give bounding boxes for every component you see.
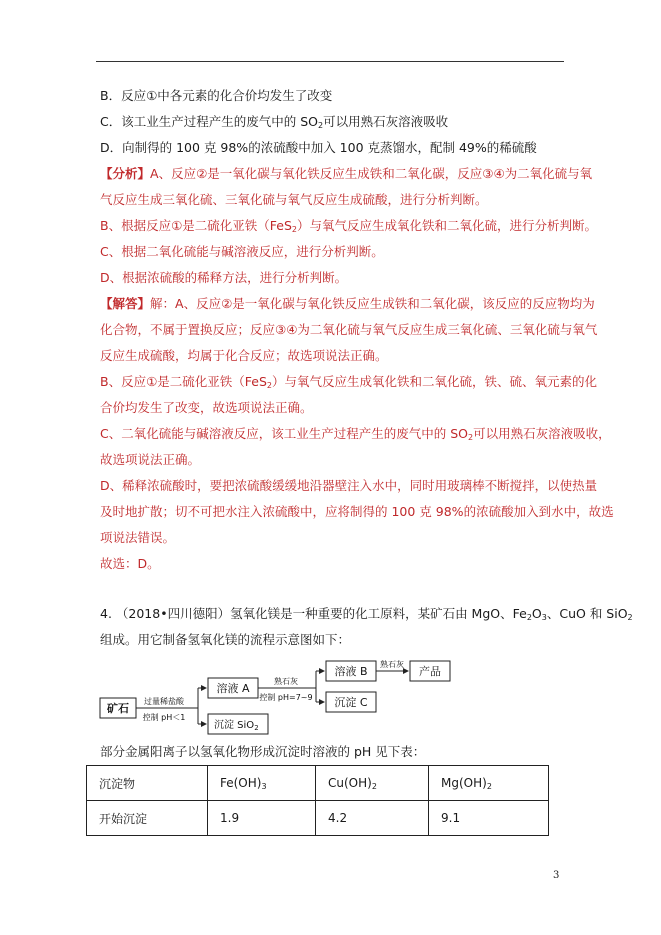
table-cell: 开始沉淀 [87, 801, 208, 836]
product-label: 产品 [419, 665, 441, 678]
analysis-line: 气反应生成三氧化硫、三氧化硫与氧气反应生成硫酸，进行分析判断。 [100, 192, 488, 207]
answer-line: 反应生成硫酸，均属于化合反应；故选项说法正确。 [100, 348, 388, 363]
answer-line: 故选项说法正确。 [100, 452, 201, 467]
answer-line: C、二氧化硫能与碱溶液反应，该工业生产过程产生的废气中的 $SO_2$可以用熟石灰溶液吸收， [100, 426, 611, 442]
cond2-label: 控制 pH=7~9 [259, 693, 313, 702]
answer-line: 项说法错误。 [100, 530, 176, 545]
table-cell: 4.2 [316, 801, 429, 836]
option-b: B．反应①中各元素的化合价均发生了改变 [100, 88, 333, 103]
table-cell: 沉淀物 [87, 766, 208, 801]
table-row [87, 801, 549, 836]
answer-line: 化合物，不属于置换反应；反应③④为二氧化硫与氧气反应生成三氧化硫、三氧化硫与氧气 [100, 322, 598, 337]
question-4-stem: 4. （2018•四川德阳）氢氧化镁是一种重要的化工原料，某矿石由 MgO、$Fe_2O_3$、CuO 和 SiO$_2$ [100, 606, 633, 622]
answer-tag: 【解答】 [100, 296, 151, 311]
reagent3-label: 熟石灰 [380, 660, 404, 669]
analysis-line: D、根据浓硫酸的稀释方法，进行分析判断。 [100, 270, 348, 285]
analysis-line: C、根据二氧化硫能与碱溶液反应，进行分析判断。 [100, 244, 384, 259]
answer-line: B、反应①是二硫化亚铁（FeS$_2$）与氧气反应生成氧化铁和二氧化硫，铁、硫、氧元素的化 [100, 374, 598, 390]
flow-diagram [98, 660, 458, 740]
table-cell: 9.1 [429, 801, 549, 836]
table-cell: $Mg(OH)_2$ [429, 766, 549, 801]
table-cell: $Cu(OH)_2$ [316, 766, 429, 801]
header-rule [96, 61, 564, 62]
final-choice: 故选：D。 [100, 556, 160, 571]
solution-a-label: 溶液 A [216, 682, 250, 695]
ore-label: 矿石 [107, 702, 129, 715]
table-cell: 1.9 [208, 801, 316, 836]
answer-line: 及时地扩散；切不可把水注入浓硫酸中，应将制得的 100 克 98%的浓硫酸加入到水中，故选 [100, 504, 614, 519]
precipitate-sio2-label: 沉淀 SiO$_2$ [214, 720, 259, 732]
answer-line: 【解答】解：A、反应②是一氧化碳与氧化铁反应生成铁和二氧化碳，该反应的反应物均为 [100, 296, 595, 311]
answer-line: 合价均发生了改变，故选项说法正确。 [100, 400, 313, 415]
reagent2-label: 熟石灰 [274, 677, 298, 686]
ph-table [86, 765, 549, 836]
analysis-line: 【分析】A、反应②是一氧化碳与氧化铁反应生成铁和二氧化碳，反应③④为二氧化硫与氧 [100, 166, 593, 181]
page-number: 3 [553, 870, 560, 881]
analysis-line: B、根据反应①是二硫化亚铁（FeS$_2$）与氧气反应生成氧化铁和二氧化硫，进行分析判断。 [100, 218, 598, 234]
question-4-stem: 组成。用它制备氢氧化镁的流程示意图如下： [100, 632, 351, 647]
option-c: C．该工业生产过程产生的废气中的 $SO_2$可以用熟石灰溶液吸收 [100, 114, 449, 130]
option-d: D．向制得的 100 克 98%的浓硫酸中加入 100 克蒸馏水，配制 49%的稀硫酸 [100, 140, 537, 155]
cond1-label: 控制 pH＜1 [142, 713, 186, 722]
table-row [87, 766, 549, 801]
solution-b-label: 溶液 B [334, 665, 368, 678]
precipitate-c-label: 沉淀 C [334, 696, 368, 709]
reagent1-label: 过量稀盐酸 [144, 697, 184, 706]
analysis-tag: 【分析】 [100, 166, 151, 181]
answer-line: D、稀释浓硫酸时，要把浓硫酸缓缓地沿器壁注入水中，同时用玻璃棒不断搅拌，以使热量 [100, 478, 598, 493]
table-cell: $Fe(OH)_3$ [208, 766, 316, 801]
table-intro: 部分金属阳离子以氢氧化物形成沉淀时溶液的 pH 见下表： [100, 744, 426, 759]
